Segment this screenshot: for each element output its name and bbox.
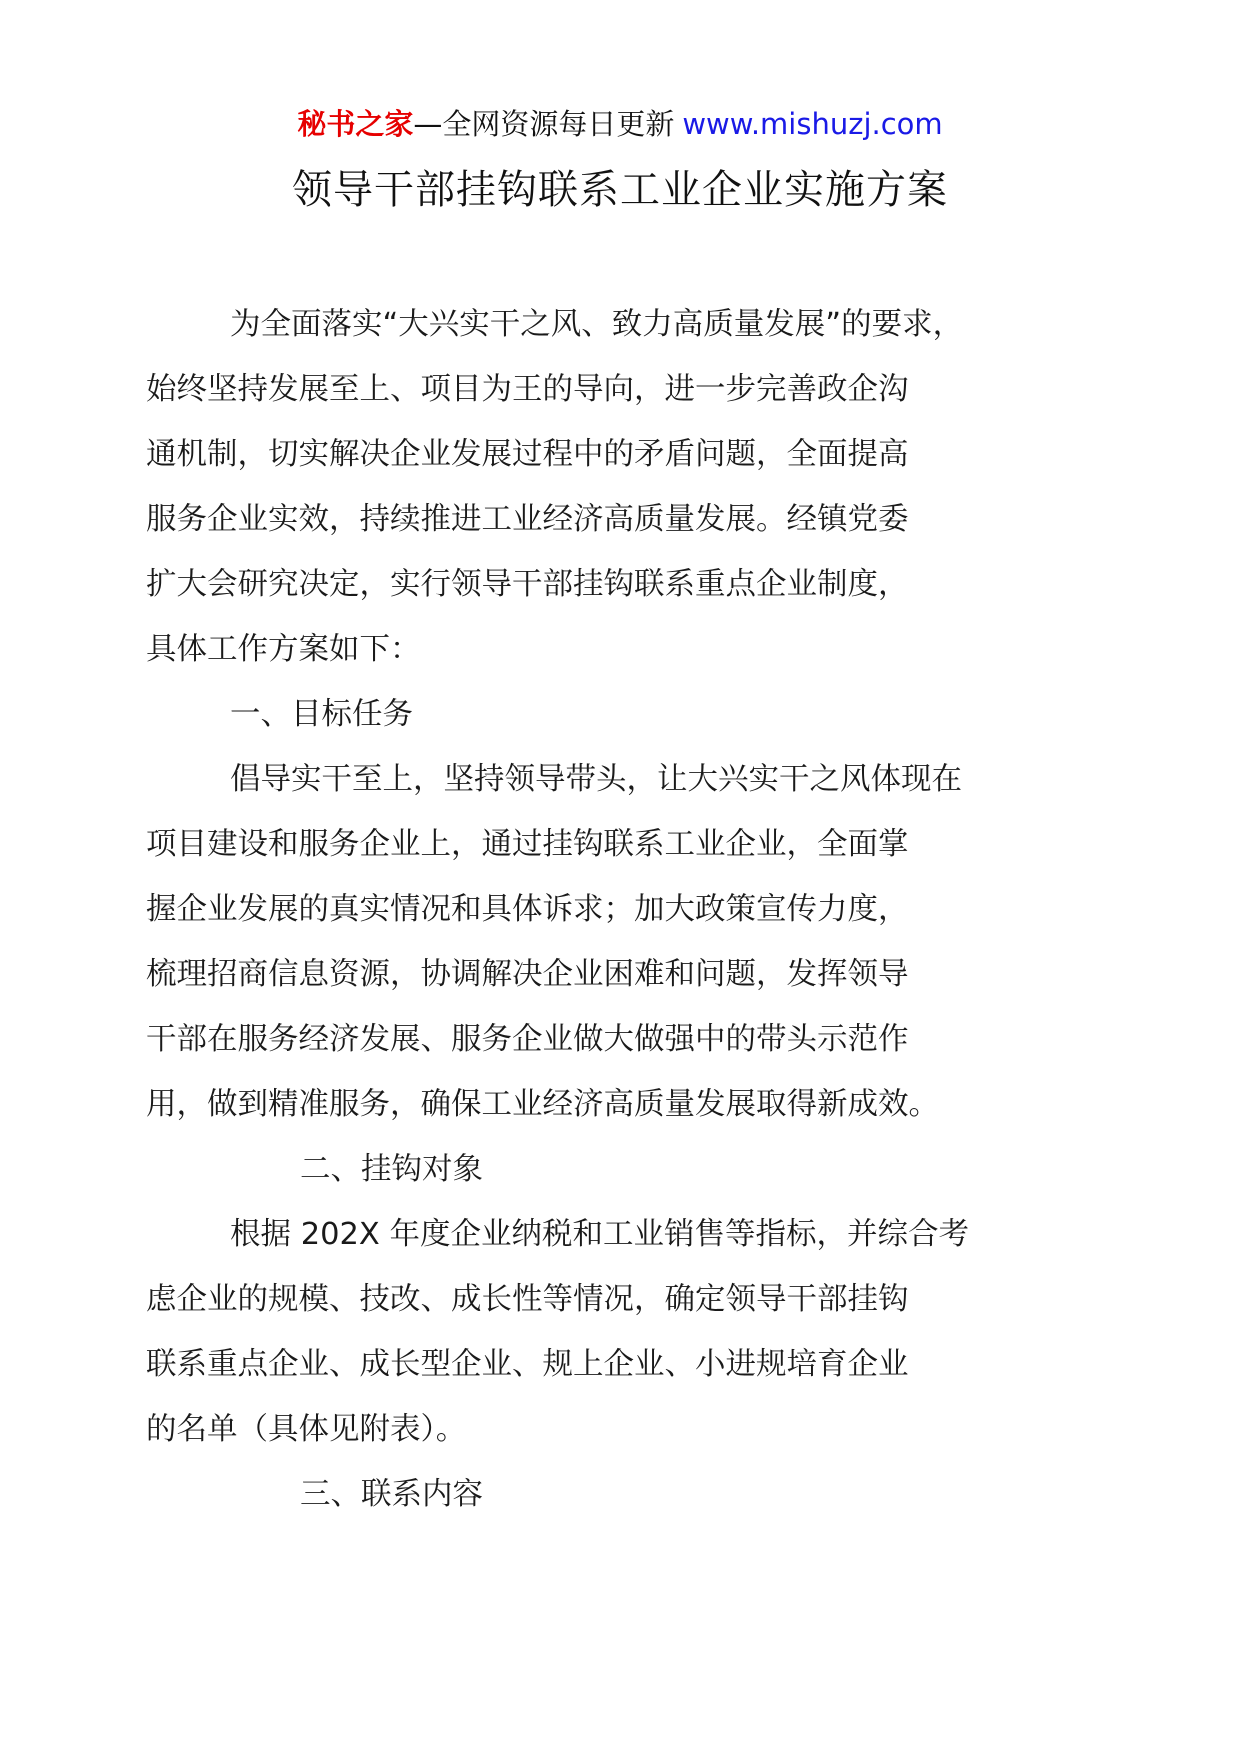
text-line: 通机制，切实解决企业发展过程中的矛盾问题，全面提高 bbox=[146, 437, 909, 472]
heading-text: 二、挂钩对象 bbox=[300, 1152, 483, 1187]
paragraph-intro bbox=[146, 292, 1088, 682]
site-header bbox=[0, 104, 1240, 144]
text-line: 扩大会研究决定，实行领导干部挂钩联系重点企业制度， bbox=[146, 567, 909, 602]
section-heading-targets bbox=[188, 1137, 1088, 1202]
section-heading-goals bbox=[188, 682, 1088, 747]
paragraph-targets bbox=[146, 1202, 1088, 1462]
text-line: 始终坚持发展至上、项目为王的导向，进一步完善政企沟 bbox=[146, 372, 909, 407]
text-line: 具体工作方案如下： bbox=[146, 632, 421, 667]
text-line: 的名单（具体见附表）。 bbox=[146, 1412, 467, 1447]
text-line: 倡导实干至上，坚持领导带头，让大兴实干之风体现在 bbox=[230, 762, 962, 797]
heading-text: 一、目标任务 bbox=[230, 697, 413, 732]
text-line: 联系重点企业、成长型企业、规上企业、小进规培育企业 bbox=[146, 1347, 909, 1382]
document-title: 领导干部挂钩联系工业企业实施方案 bbox=[292, 167, 948, 213]
text-line: 虑企业的规模、技改、成长性等情况，确定领导干部挂钩 bbox=[146, 1282, 909, 1317]
text-line: 根据 202X 年度企业纳税和工业销售等指标，并综合考 bbox=[230, 1217, 969, 1252]
heading-text: 三、联系内容 bbox=[300, 1477, 483, 1512]
text-line: 梳理招商信息资源，协调解决企业困难和问题，发挥领导 bbox=[146, 957, 909, 992]
text-line: 干部在服务经济发展、服务企业做大做强中的带头示范作 bbox=[146, 1022, 909, 1057]
header-tagline: —全网资源每日更新 bbox=[413, 107, 675, 141]
text-line: 握企业发展的真实情况和具体诉求；加大政策宣传力度， bbox=[146, 892, 909, 927]
text-line: 用，做到精准服务，确保工业经济高质量发展取得新成效。 bbox=[146, 1087, 939, 1122]
document-body bbox=[146, 292, 1088, 1527]
text-line: 为全面落实“大兴实干之风、致力高质量发展”的要求， bbox=[230, 307, 964, 342]
site-url-link[interactable]: www.mishuzj.com bbox=[682, 107, 943, 141]
section-heading-contents bbox=[188, 1462, 1088, 1527]
brand-name: 秘书之家 bbox=[297, 107, 414, 141]
text-line: 项目建设和服务企业上，通过挂钩联系工业企业，全面掌 bbox=[146, 827, 909, 862]
text-line: 服务企业实效，持续推进工业经济高质量发展。经镇党委 bbox=[146, 502, 909, 537]
paragraph-goals bbox=[146, 747, 1088, 1137]
